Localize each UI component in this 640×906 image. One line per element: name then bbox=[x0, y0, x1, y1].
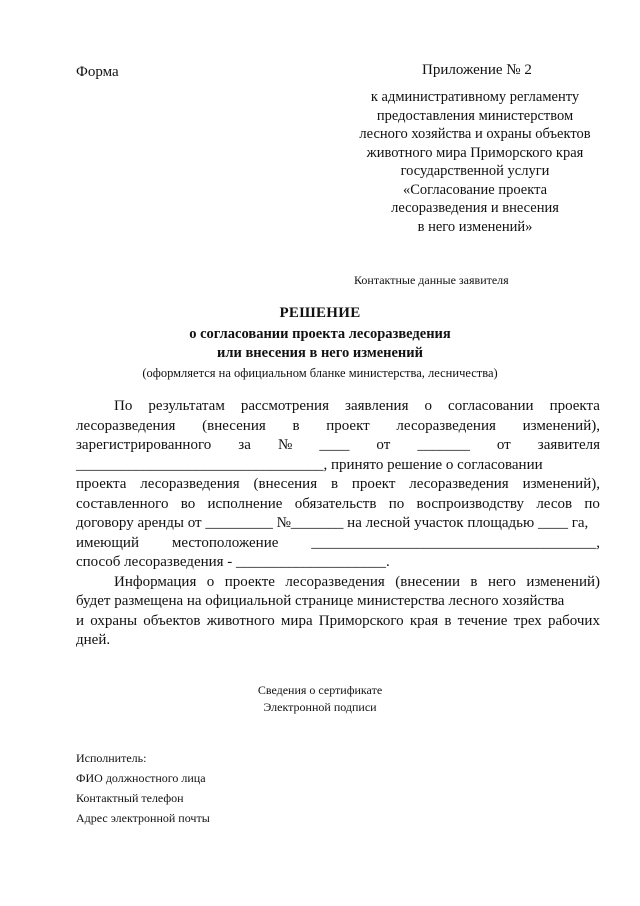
appendix-line: лесного хозяйства и охраны объектов bbox=[359, 126, 591, 142]
body-word: рабочих bbox=[547, 612, 600, 629]
body-word: во bbox=[180, 495, 196, 512]
body-word: по bbox=[584, 495, 600, 512]
appendix-number: Приложение № 2 bbox=[422, 62, 532, 78]
body-word: имеющий bbox=[76, 534, 139, 551]
body-word: по bbox=[388, 495, 405, 512]
body-word: о bbox=[424, 398, 433, 414]
body-word: в bbox=[292, 417, 300, 434]
body-word: будет размещена на официальной странице министерства лесного хозяйства bbox=[76, 593, 565, 609]
body-word: от bbox=[496, 437, 511, 453]
body-word: изменений) bbox=[526, 573, 600, 590]
body-word: Информация bbox=[114, 573, 197, 590]
body-word: заявителя bbox=[537, 437, 600, 453]
body-word: изменений), bbox=[522, 476, 600, 492]
appendix-line: государственной услуги bbox=[400, 163, 550, 179]
body-line bbox=[76, 631, 600, 651]
appendix-line: животного мира Приморского края bbox=[366, 144, 584, 161]
body-word: течение bbox=[457, 612, 508, 629]
executor-block bbox=[76, 748, 210, 828]
body-word: трех bbox=[513, 612, 542, 629]
executor-fio: ФИО должностного лица bbox=[76, 771, 206, 785]
appendix-line: лесоразведения и внесения bbox=[391, 200, 559, 216]
body-word: лесов bbox=[536, 495, 573, 512]
body-word: заявления bbox=[345, 398, 409, 414]
body-word: лесоразведения bbox=[285, 573, 385, 590]
body-word: о bbox=[206, 573, 215, 590]
document-subtitle-line: о согласовании проекта лесоразведения bbox=[189, 326, 451, 342]
body-word: лесоразведения bbox=[409, 476, 509, 492]
body-word: проект bbox=[326, 417, 370, 434]
appendix-description bbox=[340, 88, 610, 236]
body-line bbox=[76, 534, 600, 554]
executor-label: Исполнитель: bbox=[76, 751, 147, 765]
body-word: в bbox=[470, 573, 478, 590]
body-word: проекта bbox=[76, 476, 127, 492]
certificate-info-line: Сведения о сертификате bbox=[257, 683, 383, 697]
body-word: способ лесоразведения - ____________________. bbox=[76, 554, 390, 570]
body-word: мира bbox=[280, 612, 313, 629]
body-word: проекте bbox=[224, 573, 275, 590]
appendix-line: в него изменений» bbox=[417, 218, 533, 235]
body-word: в bbox=[444, 612, 452, 629]
letterhead-note: (оформляется на официальном бланке министерства, лесничества) bbox=[142, 366, 498, 380]
body-line bbox=[76, 612, 600, 632]
body-word: исполнение bbox=[207, 495, 283, 512]
body-word: согласовании bbox=[448, 398, 534, 414]
body-word: проекта bbox=[549, 398, 600, 414]
body-word: в bbox=[330, 476, 339, 492]
body-word: лесоразведения bbox=[76, 417, 176, 434]
executor-phone: Контактный телефон bbox=[76, 791, 184, 805]
body-line bbox=[76, 456, 600, 476]
decision-body bbox=[76, 397, 600, 651]
body-line bbox=[76, 573, 600, 593]
body-line bbox=[76, 397, 600, 417]
body-word: животного bbox=[206, 612, 275, 629]
body-word: (внесения bbox=[253, 476, 318, 492]
body-word: зарегистрированного bbox=[76, 437, 212, 453]
body-word: _______ bbox=[417, 437, 470, 453]
body-word: рассмотрения bbox=[240, 398, 329, 414]
applicant-contact-label: Контактные данные заявителя bbox=[354, 273, 509, 287]
body-word: (внесения bbox=[202, 417, 266, 434]
body-line bbox=[76, 475, 600, 495]
body-word: лесоразведения bbox=[396, 417, 496, 434]
body-word: изменений), bbox=[522, 417, 600, 434]
paragraph-information bbox=[76, 573, 600, 651]
body-word: (внесении bbox=[395, 573, 460, 590]
body-word: и bbox=[76, 612, 85, 629]
body-word: ______________________________________, bbox=[311, 534, 600, 551]
document-title: РЕШЕНИЕ bbox=[279, 305, 361, 321]
body-word: _________________________________, принято решение о согласовании bbox=[76, 456, 543, 473]
body-word: результатам bbox=[148, 398, 225, 414]
body-word: него bbox=[487, 573, 516, 590]
body-word: воспроизводству bbox=[416, 495, 525, 512]
appendix-line: предоставления министерством bbox=[376, 107, 574, 124]
document-subtitle-line: или внесения в него изменений bbox=[217, 345, 423, 361]
body-word: По bbox=[114, 398, 133, 414]
executor-email: Адрес электронной почты bbox=[76, 811, 210, 825]
body-word: ____ bbox=[319, 437, 350, 453]
body-word: обязательств bbox=[294, 495, 377, 512]
body-word: края bbox=[409, 612, 439, 629]
paragraph-decision bbox=[76, 397, 600, 573]
appendix-line: «Согласование проекта bbox=[402, 181, 548, 198]
body-line bbox=[76, 417, 600, 437]
body-word: объектов bbox=[143, 612, 201, 629]
body-line bbox=[76, 495, 600, 515]
appendix-line: к административному регламенту bbox=[370, 89, 580, 105]
form-label: Форма bbox=[76, 64, 119, 80]
body-word: договору аренды от _________ №_______ на лесной участок площадью ____ га, bbox=[76, 515, 589, 531]
body-word: местоположение bbox=[171, 534, 279, 551]
body-line bbox=[76, 553, 600, 573]
body-word: № bbox=[277, 437, 293, 453]
body-word: Приморского bbox=[318, 612, 404, 629]
electronic-signature-line: Электронной подписи bbox=[263, 700, 377, 714]
body-word: проект bbox=[351, 476, 396, 492]
body-word: дней. bbox=[76, 632, 111, 648]
body-line bbox=[76, 592, 600, 612]
body-word: за bbox=[238, 437, 251, 453]
body-word: составленного bbox=[76, 495, 169, 512]
body-line bbox=[76, 436, 600, 456]
body-word: от bbox=[376, 437, 391, 453]
body-word: лесоразведения bbox=[140, 476, 240, 492]
body-line bbox=[76, 514, 600, 534]
body-word: охраны bbox=[90, 612, 138, 629]
